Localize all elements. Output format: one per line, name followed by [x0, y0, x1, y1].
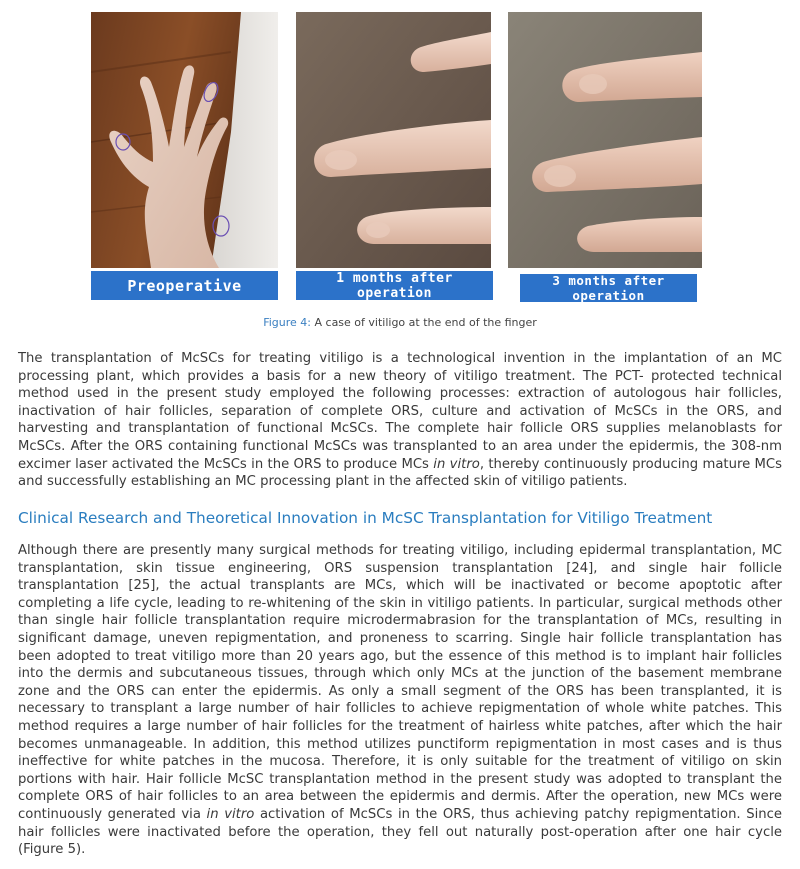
photo-1-month — [296, 12, 491, 268]
para1-italic: in vitro — [433, 456, 480, 472]
hand-photo-icon — [91, 12, 278, 268]
para1-text-a: The transplantation of McSCs for treating vitiligo is a technological invention in the implantation of an MC processing plant, which provides a basis for a new theory of vitiligo treatment. The PCT- protected technical method used in the present study employed the following processes: extraction of autologous hair follicles, inactivation of hair follicles, separation of complete ORS, culture and activation of McSCs in the ORS, and harvesting and transplantation of functional McSCs. The complete hair follicle ORS supplies melanoblasts for McSCs. After the ORS containing functional McSCs was transplanted to an area under the epidermis, the 308-nm excimer laser activated the McSCs in the ORS to produce MCs — [18, 351, 782, 472]
panel-label-3-months: 3 months after operation — [520, 274, 697, 302]
para2-text-b: activation of McSCs in the ORS, thus achieving patchy repigmentation. Since hair follicles were inactivated before the operation, they fell out naturally post-operation after one hair cycle (Figure 5). — [18, 806, 783, 858]
fingers-photo-icon — [296, 12, 491, 268]
paragraph-1 — [18, 350, 782, 491]
photo-3-months — [508, 12, 702, 268]
para1-text-b: , thereby continuously producing mature MCs and successfully establishing an MC processing plant in the affected skin of vitiligo patients. — [18, 456, 783, 490]
section-heading: Clinical Research and Theoretical Innovation in McSC Transplantation for Vitiligo Treatment — [18, 509, 713, 527]
panel-label-preoperative: Preoperative — [91, 271, 278, 300]
para2-italic: in vitro — [206, 806, 255, 822]
panel-label-1-month: 1 months after operation — [296, 271, 493, 300]
figure-ref-link[interactable]: Figure 4: — [263, 316, 311, 329]
photo-preoperative — [91, 12, 278, 268]
fingers-photo-icon — [508, 12, 702, 268]
figure-caption-text: A case of vitiligo at the end of the finger — [311, 316, 537, 329]
figure-4 — [0, 0, 800, 340]
para2-text-a: Although there are presently many surgical methods for treating vitiligo, including epidermal transplantation, MC transplantation, skin tissue engineering, ORS suspension transplantation [24], and single hair follicle transplantation [25], the actual transplants are MCs, which will be inactivated or become apoptotic after completing a life cycle, leading to re-whitening of the skin in vitiligo patients. In particular, surgical methods other than single hair follicle transplantation require microdermabrasion for the transplantation of MCs, resulting in significant damage, uneven repigmentation, and proneness to scarring. Single hair follicle transplantation has been adopted to treat vitiligo more than 20 years ago, but the essence of this method is to implant hair follicles into the dermis and subcutaneous tissues, through which only MCs at the junction of the basement membrane zone and the ORS can enter the epidermis. As only a small segment of the ORS has been transplanted, it is necessary to transplant a large number of hair follicles to achieve repigmentation of whole white patches. This method requires a large number of hair follicles for the treatment of hairless white patches, after which the hair becomes unmanageable. In addition, this method utilizes punctiform repigmentation in most cases and is thus ineffective for white patches in the mucosa. Therefore, it is only suitable for the treatment of vitiligo on skin portions with hair. Hair follicle McSC transplantation method in the present study was adopted to transplant the complete ORS of hair follicles to an area between the epidermis and dermis. After the operation, new MCs were continuously generated via — [18, 543, 782, 822]
paragraph-2 — [18, 542, 782, 859]
figure-caption — [0, 316, 800, 329]
